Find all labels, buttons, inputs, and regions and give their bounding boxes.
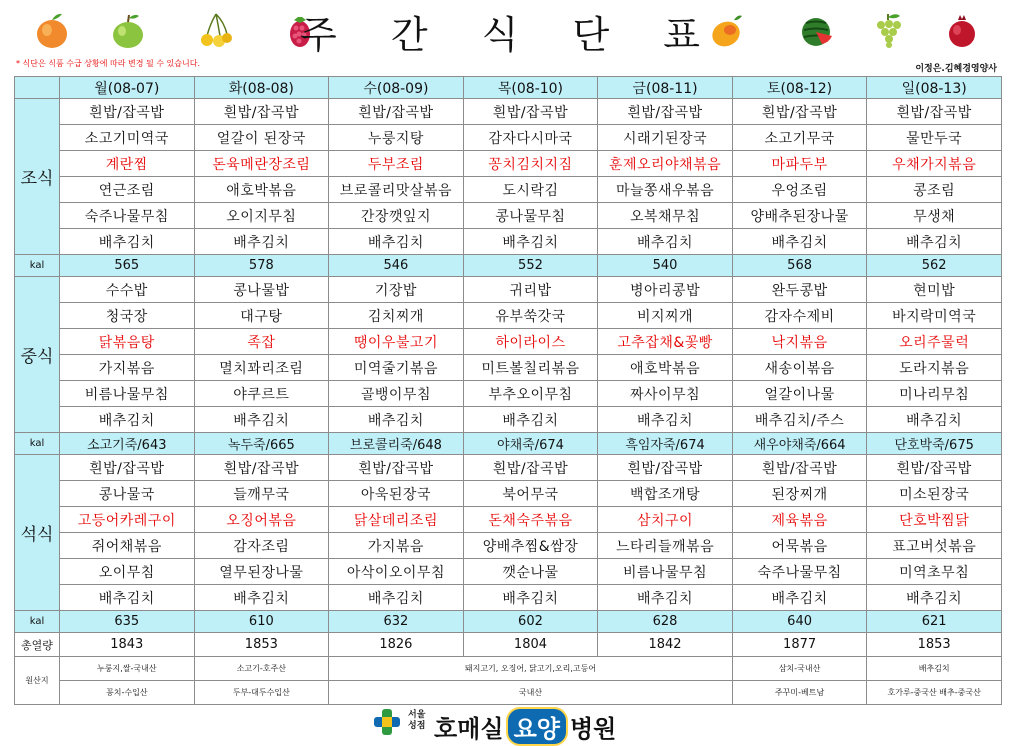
menu-item-cell: 멸치꽈리조림	[194, 355, 329, 381]
main-dish-cell: 우채가지볶음	[867, 151, 1002, 177]
menu-item-cell: 배추김치	[463, 229, 598, 255]
menu-item-cell: 쥐어채볶음	[60, 533, 195, 559]
kal-value: 552	[463, 255, 598, 277]
main-dish-cell: 삼치구이	[598, 507, 733, 533]
origin-row	[15, 657, 1002, 681]
total-value: 1853	[194, 633, 329, 657]
menu-item-cell: 오이무침	[60, 559, 195, 585]
grapes-icon	[870, 10, 906, 50]
menu-item-cell: 흰밥/잡곡밥	[329, 99, 464, 125]
kal-value: 610	[194, 611, 329, 633]
day-header: 수(08-09)	[329, 77, 464, 99]
main-dish-cell: 낙지볶음	[732, 329, 867, 355]
menu-row	[15, 455, 1002, 481]
kal-value: 628	[598, 611, 733, 633]
menu-item-cell: 흰밥/잡곡밥	[732, 99, 867, 125]
menu-row	[15, 507, 1002, 533]
origin-cell: 삼치-국내산	[732, 657, 867, 681]
menu-item-cell: 비지찌개	[598, 303, 733, 329]
title-char: 간	[390, 12, 428, 57]
title-char: 표	[663, 12, 700, 57]
menu-item-cell: 흰밥/잡곡밥	[732, 455, 867, 481]
menu-item-cell: 귀리밥	[463, 277, 598, 303]
kal-value: 578	[194, 255, 329, 277]
menu-item-cell: 배추김치	[867, 585, 1002, 611]
menu-item-cell: 백합조개탕	[598, 481, 733, 507]
menu-item-cell: 흰밥/잡곡밥	[598, 99, 733, 125]
menu-item-cell: 배추김치	[867, 407, 1002, 433]
menu-item-cell: 흰밥/잡곡밥	[329, 455, 464, 481]
menu-item-cell: 완두콩밥	[732, 277, 867, 303]
main-dish-cell: 계란찜	[60, 151, 195, 177]
menu-item-cell: 오이지무침	[194, 203, 329, 229]
logo-name-pill: 요양	[506, 707, 568, 746]
menu-item-cell: 부추오이무침	[463, 381, 598, 407]
kal-value: 621	[867, 611, 1002, 633]
menu-item-cell: 감자다시마국	[463, 125, 598, 151]
menu-item-cell: 누룽지탕	[329, 125, 464, 151]
day-header: 월(08-07)	[60, 77, 195, 99]
menu-item-cell: 애호박볶음	[194, 177, 329, 203]
menu-item-cell: 아욱된장국	[329, 481, 464, 507]
origin-cell: 꽁치-수입산	[60, 681, 195, 705]
kal-value: 635	[60, 611, 195, 633]
main-dish-cell: 하이라이스	[463, 329, 598, 355]
menu-item-cell: 기장밥	[329, 277, 464, 303]
menu-item-cell: 배추김치	[60, 585, 195, 611]
menu-item-cell: 배추김치	[194, 585, 329, 611]
main-dish-cell: 두부조림	[329, 151, 464, 177]
kal-value: 632	[329, 611, 464, 633]
main-dish-cell: 오리주물럭	[867, 329, 1002, 355]
total-value: 1877	[732, 633, 867, 657]
kal-value: 562	[867, 255, 1002, 277]
menu-item-cell: 미소된장국	[867, 481, 1002, 507]
main-dish-cell: 고추잡채&꽃빵	[598, 329, 733, 355]
origin-cell: 돼지고기, 오징어, 닭고기,오리,고등어	[329, 657, 733, 681]
main-dish-cell: 족잡	[194, 329, 329, 355]
day-header: 금(08-11)	[598, 77, 733, 99]
origin-cell: 두부-대두수입산	[194, 681, 329, 705]
menu-item-cell: 청국장	[60, 303, 195, 329]
menu-item-cell: 배추김치	[329, 585, 464, 611]
menu-row	[15, 177, 1002, 203]
menu-item-cell: 소고기무국	[732, 125, 867, 151]
total-value: 1842	[598, 633, 733, 657]
menu-item-cell: 북어무국	[463, 481, 598, 507]
main-dish-cell: 닭볶음탕	[60, 329, 195, 355]
kal-row	[15, 255, 1002, 277]
title-char: 단	[572, 12, 610, 57]
kal-value: 640	[732, 611, 867, 633]
menu-item-cell: 새송이볶음	[732, 355, 867, 381]
total-value: 1843	[60, 633, 195, 657]
menu-item-cell: 배추김치	[329, 407, 464, 433]
kal-row	[15, 433, 1002, 455]
menu-item-cell: 오복채무침	[598, 203, 733, 229]
menu-item-cell: 소고기미역국	[60, 125, 195, 151]
logo-name-pre: 호매실	[434, 715, 504, 743]
menu-item-cell: 유부쑥갓국	[463, 303, 598, 329]
menu-item-cell: 얼갈이나물	[732, 381, 867, 407]
menu-item-cell: 감자수제비	[732, 303, 867, 329]
origin-label: 원산지	[15, 657, 60, 705]
menu-item-cell: 브로콜리맛살볶음	[329, 177, 464, 203]
menu-item-cell: 도라지볶음	[867, 355, 1002, 381]
origin-cell: 소고기-호주산	[194, 657, 329, 681]
menu-item-cell: 배추김치	[732, 585, 867, 611]
kal-value: 브로콜리죽/648	[329, 433, 464, 455]
menu-item-cell: 애호박볶음	[598, 355, 733, 381]
menu-item-cell: 비름나물무침	[60, 381, 195, 407]
main-dish-cell: 마파두부	[732, 151, 867, 177]
menu-row	[15, 533, 1002, 559]
menu-item-cell: 얼갈이 된장국	[194, 125, 329, 151]
logo-name-post: 병원	[569, 715, 617, 743]
menu-item-cell: 짜사이무침	[598, 381, 733, 407]
main-dish-cell: 훈제오리야채볶음	[598, 151, 733, 177]
origin-cell: 배추김치	[867, 657, 1002, 681]
menu-item-cell: 배추김치	[60, 407, 195, 433]
menu-row	[15, 125, 1002, 151]
main-dish-cell: 오징어볶음	[194, 507, 329, 533]
menu-item-cell: 배추김치	[598, 407, 733, 433]
menu-item-cell: 흰밥/잡곡밥	[60, 455, 195, 481]
menu-item-cell: 우엉조림	[732, 177, 867, 203]
dietitian-name: 이정은.김혜경영양사	[915, 64, 997, 74]
kal-value: 녹두죽/665	[194, 433, 329, 455]
menu-item-cell: 배추김치	[194, 229, 329, 255]
peach-icon	[34, 10, 70, 50]
menu-item-cell: 흰밥/잡곡밥	[463, 99, 598, 125]
menu-item-cell: 연근조림	[60, 177, 195, 203]
menu-row	[15, 303, 1002, 329]
day-header: 일(08-13)	[867, 77, 1002, 99]
menu-item-cell: 가지볶음	[60, 355, 195, 381]
menu-item-cell: 숙주나물무침	[60, 203, 195, 229]
page-header	[0, 0, 1015, 56]
kal-row	[15, 611, 1002, 633]
menu-item-cell: 대구탕	[194, 303, 329, 329]
meal-label-breakfast: 조식	[15, 99, 60, 255]
menu-item-cell: 병아리콩밥	[598, 277, 733, 303]
main-dish-cell: 꽁치김치지짐	[463, 151, 598, 177]
menu-item-cell: 열무된장나물	[194, 559, 329, 585]
menu-item-cell: 깻순나물	[463, 559, 598, 585]
page-title	[300, 6, 700, 56]
menu-item-cell: 미역초무침	[867, 559, 1002, 585]
menu-item-cell: 콩나물밥	[194, 277, 329, 303]
menu-item-cell: 콩나물국	[60, 481, 195, 507]
menu-item-cell: 배추김치	[598, 229, 733, 255]
menu-item-cell: 된장찌개	[732, 481, 867, 507]
kal-value: 단호박죽/675	[867, 433, 1002, 455]
menu-item-cell: 배추김치	[329, 229, 464, 255]
menu-item-cell: 아삭이오이무침	[329, 559, 464, 585]
menu-item-cell: 무생채	[867, 203, 1002, 229]
menu-item-cell: 표고버섯볶음	[867, 533, 1002, 559]
menu-item-cell: 골뱅이무침	[329, 381, 464, 407]
menu-row	[15, 381, 1002, 407]
menu-item-cell: 도시락김	[463, 177, 598, 203]
menu-item-cell: 흰밥/잡곡밥	[194, 455, 329, 481]
menu-item-cell: 감자조림	[194, 533, 329, 559]
menu-item-cell: 숙주나물무침	[732, 559, 867, 585]
menu-item-cell: 배추김치	[867, 229, 1002, 255]
kal-value: 565	[60, 255, 195, 277]
menu-row	[15, 559, 1002, 585]
menu-row	[15, 99, 1002, 125]
title-char: 식	[481, 12, 519, 57]
total-calories-row	[15, 633, 1002, 657]
logo-city: 서울 성점	[408, 710, 426, 731]
menu-item-cell: 야쿠르트	[194, 381, 329, 407]
kal-value: 흑임자죽/674	[598, 433, 733, 455]
menu-row	[15, 407, 1002, 433]
apple-icon	[110, 10, 146, 50]
watermelon-icon	[798, 10, 834, 50]
menu-item-cell: 들깨무국	[194, 481, 329, 507]
menu-item-cell: 흰밥/잡곡밥	[867, 99, 1002, 125]
origin-row	[15, 681, 1002, 705]
meal-label-lunch: 중식	[15, 277, 60, 433]
menu-item-cell: 수수밥	[60, 277, 195, 303]
menu-item-cell: 콩조림	[867, 177, 1002, 203]
main-dish-cell: 땡이우불고기	[329, 329, 464, 355]
day-header: 화(08-08)	[194, 77, 329, 99]
menu-item-cell: 미역줄기볶음	[329, 355, 464, 381]
menu-item-cell: 미트볼칠리볶음	[463, 355, 598, 381]
menu-item-cell: 배추김치	[732, 229, 867, 255]
menu-item-cell: 배추김치	[463, 407, 598, 433]
origin-cell: 주꾸미-베트남	[732, 681, 867, 705]
main-dish-cell: 돈채숙주볶음	[463, 507, 598, 533]
total-value: 1853	[867, 633, 1002, 657]
origin-cell: 국내산	[329, 681, 733, 705]
menu-row	[15, 355, 1002, 381]
kal-value: 546	[329, 255, 464, 277]
main-dish-cell: 닭살데리조림	[329, 507, 464, 533]
kal-label: kal	[15, 433, 60, 455]
kal-label: kal	[15, 611, 60, 633]
kal-value: 야채죽/674	[463, 433, 598, 455]
menu-item-cell: 미나리무침	[867, 381, 1002, 407]
menu-item-cell: 현미밥	[867, 277, 1002, 303]
menu-item-cell: 비름나물무침	[598, 559, 733, 585]
menu-item-cell: 양배추된장나물	[732, 203, 867, 229]
kal-value: 새우야채죽/664	[732, 433, 867, 455]
menu-item-cell: 시래기된장국	[598, 125, 733, 151]
menu-row	[15, 277, 1002, 303]
menu-item-cell: 간장깻잎지	[329, 203, 464, 229]
notice-text: * 식단은 식품 수급 상황에 따라 변경 될 수 있습니다.	[16, 59, 200, 68]
pomegranate-icon	[944, 10, 980, 50]
main-dish-cell: 제육볶음	[732, 507, 867, 533]
total-label: 총열량	[15, 633, 60, 657]
menu-row	[15, 481, 1002, 507]
menu-item-cell: 흰밥/잡곡밥	[598, 455, 733, 481]
origin-cell: 호가루-중국산 배추-중국산	[867, 681, 1002, 705]
kal-value: 602	[463, 611, 598, 633]
logo-name	[434, 707, 616, 746]
menu-item-cell: 어묵볶음	[732, 533, 867, 559]
menu-item-cell: 배추김치	[598, 585, 733, 611]
menu-item-cell: 배추김치/주스	[732, 407, 867, 433]
menu-row	[15, 585, 1002, 611]
weekly-menu-table	[14, 76, 1002, 705]
menu-item-cell: 양배추찜&쌈장	[463, 533, 598, 559]
menu-item-cell: 물만두국	[867, 125, 1002, 151]
kal-value: 소고기죽/643	[60, 433, 195, 455]
menu-item-cell: 김치찌개	[329, 303, 464, 329]
kal-label: kal	[15, 255, 60, 277]
menu-item-cell: 마늘쫑새우볶음	[598, 177, 733, 203]
menu-item-cell: 흰밥/잡곡밥	[60, 99, 195, 125]
meal-label-dinner: 석식	[15, 455, 60, 611]
menu-item-cell: 가지볶음	[329, 533, 464, 559]
menu-row	[15, 329, 1002, 355]
menu-item-cell: 흰밥/잡곡밥	[867, 455, 1002, 481]
menu-item-cell: 바지락미역국	[867, 303, 1002, 329]
menu-item-cell: 흰밥/잡곡밥	[463, 455, 598, 481]
origin-cell: 누룽지,쌀-국내산	[60, 657, 195, 681]
hospital-logo	[370, 705, 690, 743]
kal-value: 568	[732, 255, 867, 277]
menu-body	[15, 99, 1002, 705]
main-dish-cell: 돈육메란장조림	[194, 151, 329, 177]
corner-cell	[15, 77, 60, 99]
menu-row	[15, 151, 1002, 177]
hospital-cross-icon	[370, 707, 404, 737]
menu-item-cell: 배추김치	[60, 229, 195, 255]
day-header: 목(08-10)	[463, 77, 598, 99]
main-dish-cell: 고등어카레구이	[60, 507, 195, 533]
kal-value: 540	[598, 255, 733, 277]
menu-item-cell: 흰밥/잡곡밥	[194, 99, 329, 125]
total-value: 1804	[463, 633, 598, 657]
day-header-row	[15, 77, 1002, 99]
menu-row	[15, 229, 1002, 255]
menu-item-cell: 배추김치	[194, 407, 329, 433]
menu-item-cell: 배추김치	[463, 585, 598, 611]
cherry-icon	[198, 10, 234, 50]
mango-icon	[708, 10, 744, 50]
day-header: 토(08-12)	[732, 77, 867, 99]
menu-item-cell: 콩나물무침	[463, 203, 598, 229]
title-char: 주	[300, 12, 337, 57]
total-value: 1826	[329, 633, 464, 657]
menu-item-cell: 느타리들깨볶음	[598, 533, 733, 559]
main-dish-cell: 단호박찜닭	[867, 507, 1002, 533]
menu-row	[15, 203, 1002, 229]
